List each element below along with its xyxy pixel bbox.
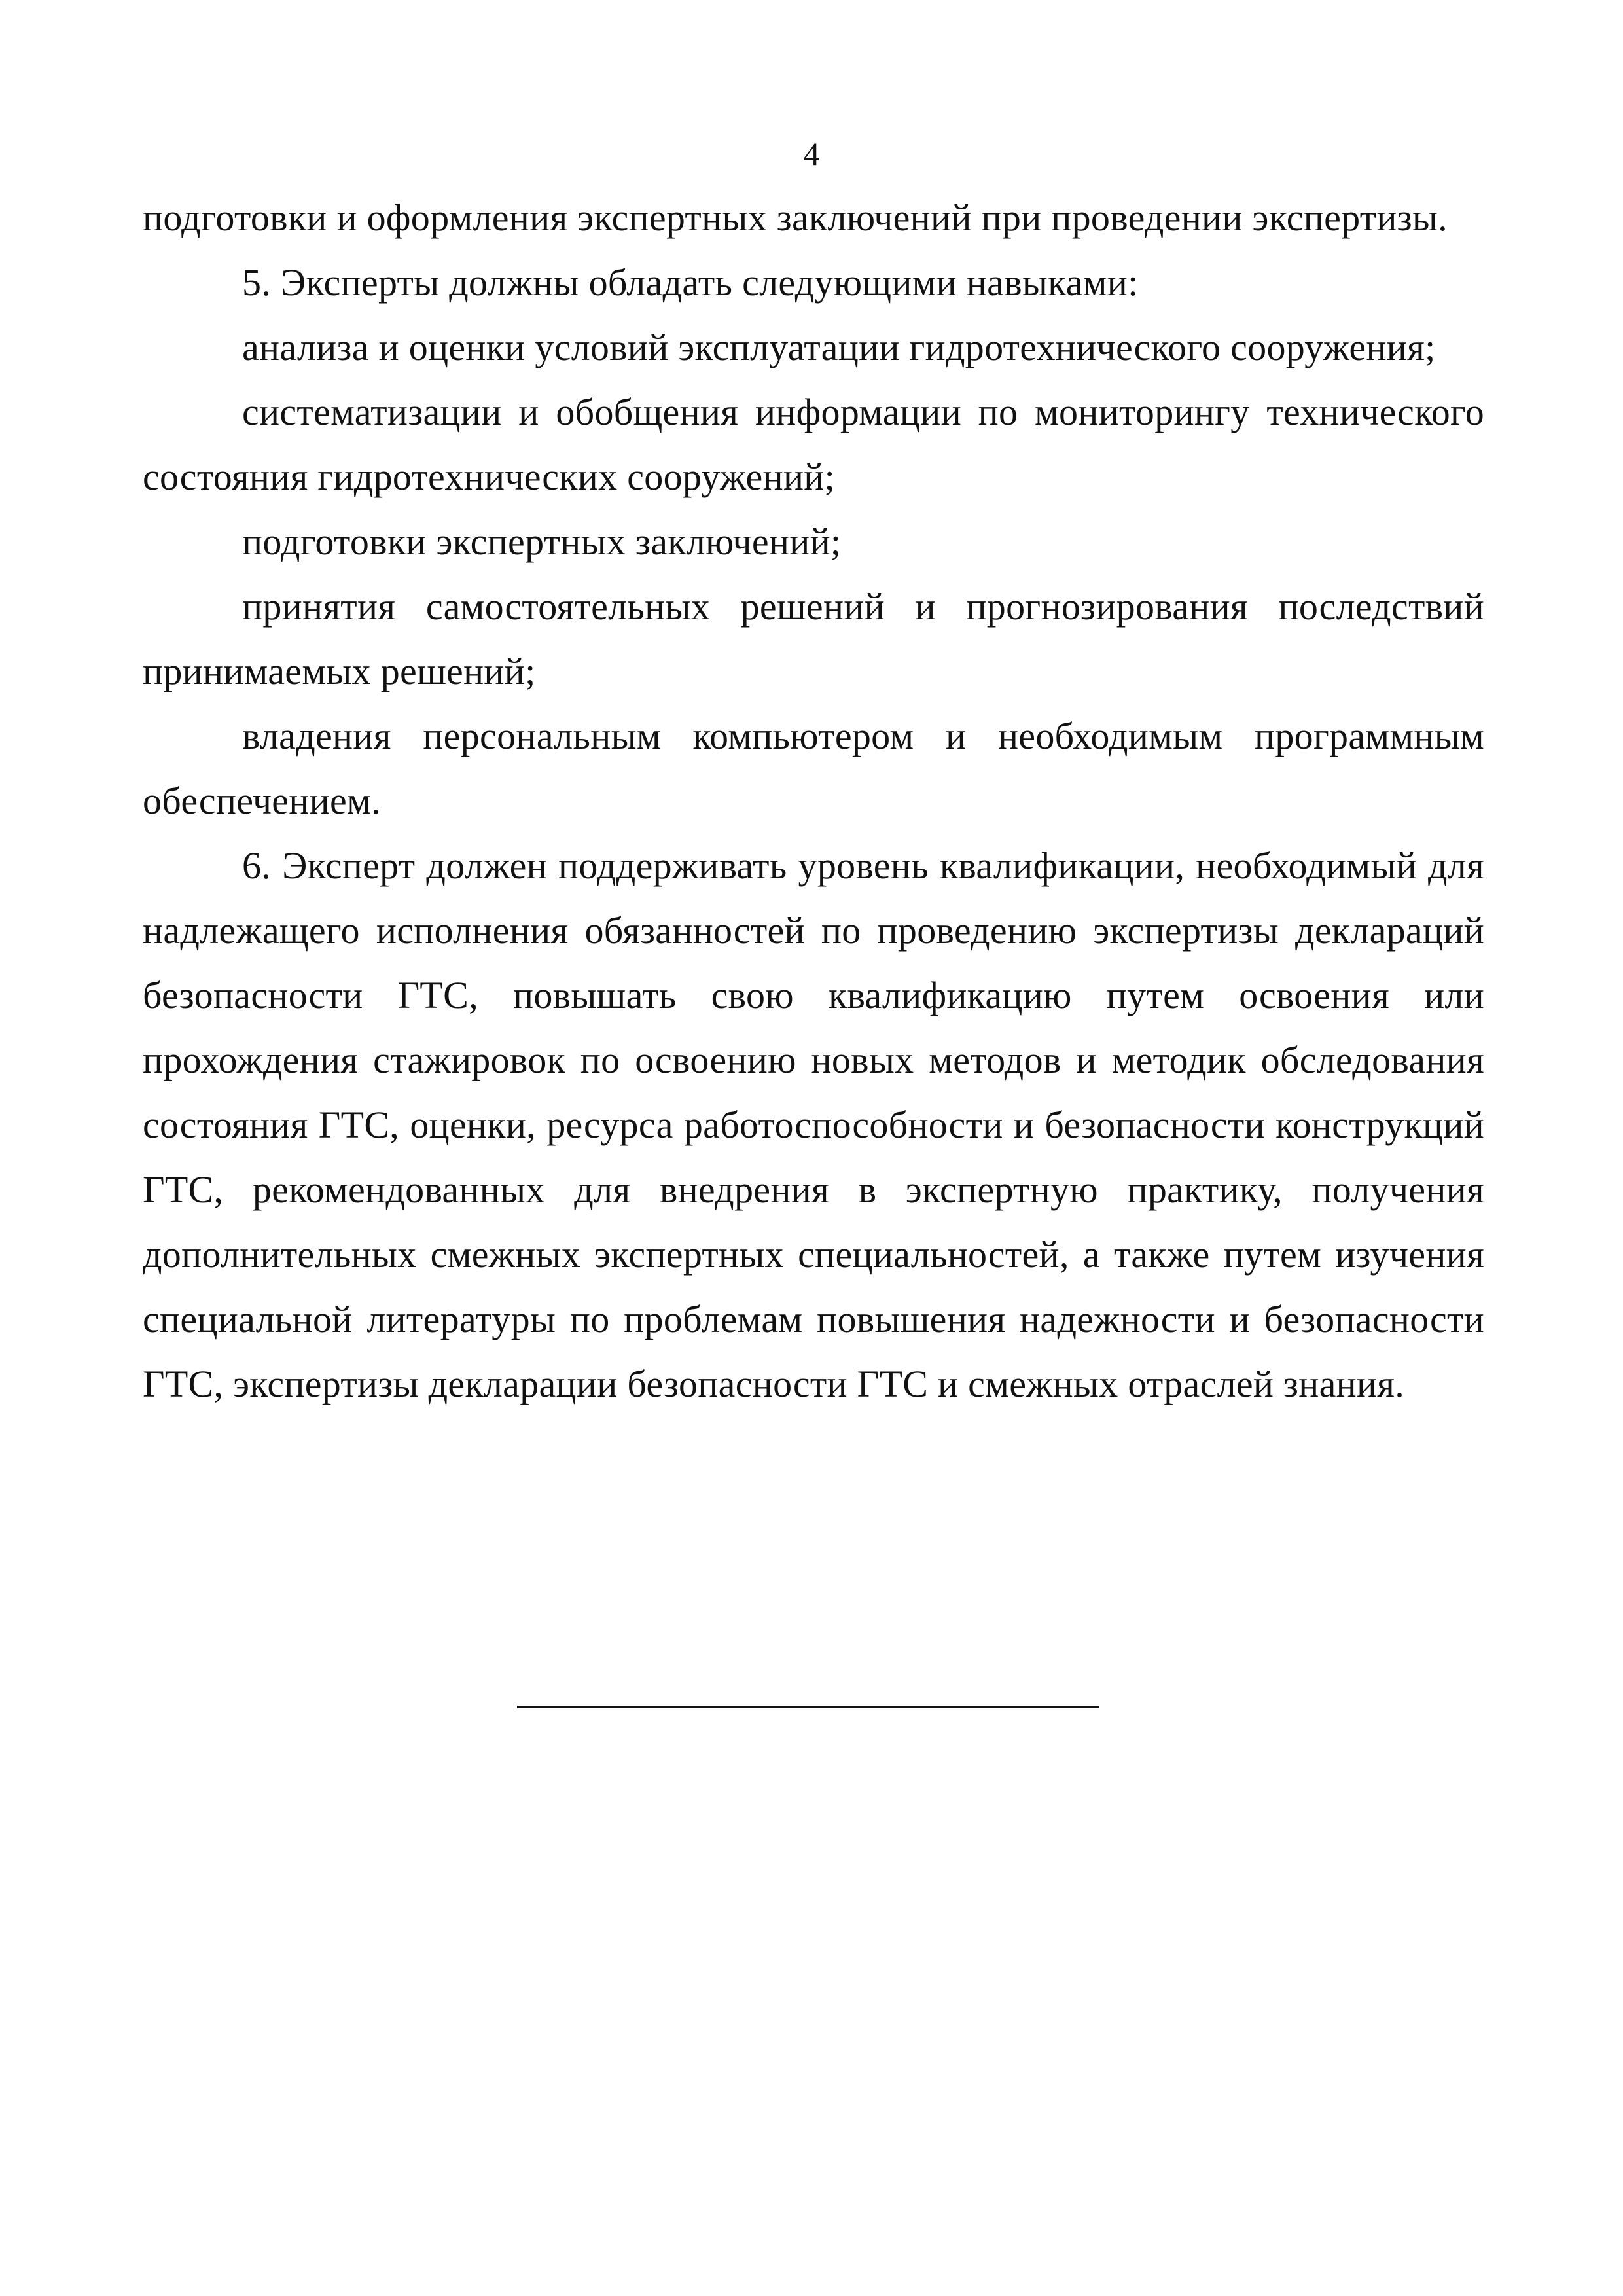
paragraph-skill-conclusions: подготовки экспертных заключений; [242,520,842,563]
closing-rule [517,1706,1099,1708]
paragraph-item-6: 6. Эксперт должен поддерживать уровень квалификации, необходимый для надлежащего исполнения обязанностей по проведению экспертизы деклараций безопасности ГТС, повышать свою квалификацию путем освоения или прохождения стажировок по освоению новых методов и методик обследования состояния ГТС, оценки, ресурса работоспособности и безопасности конструкций ГТС, рекомендованных для внедрения в экспертную практику, получения дополнительных смежных экспертных специальностей, а также путем изучения специальной литературы по проблемам повышения надежности и безопасности ГТС, экспертизы декларации безопасности ГТС и смежных отраслей знания. [143,844,1484,1405]
paragraph-skill-decisions: принятия самостоятельных решений и прогнозирования последствий принимаемых решений; [143,585,1484,692]
page-number: 4 [803,135,820,172]
paragraph-item-5-heading: 5. Эксперты должны обладать следующими навыками: [242,261,1139,304]
document-body [143,185,1484,1416]
paragraph-skill-computer: владения персональным компьютером и необходимым программным обеспечением. [143,715,1484,822]
paragraph-skill-systematization: систематизации и обобщения информации по мониторингу технического состояния гидротехнических сооружений; [143,391,1484,498]
paragraph-skill-analysis: анализа и оценки условий эксплуатации гидротехнического сооружения; [242,326,1436,368]
paragraph-continuation: подготовки и оформления экспертных заключений при проведении экспертизы. [143,196,1448,239]
